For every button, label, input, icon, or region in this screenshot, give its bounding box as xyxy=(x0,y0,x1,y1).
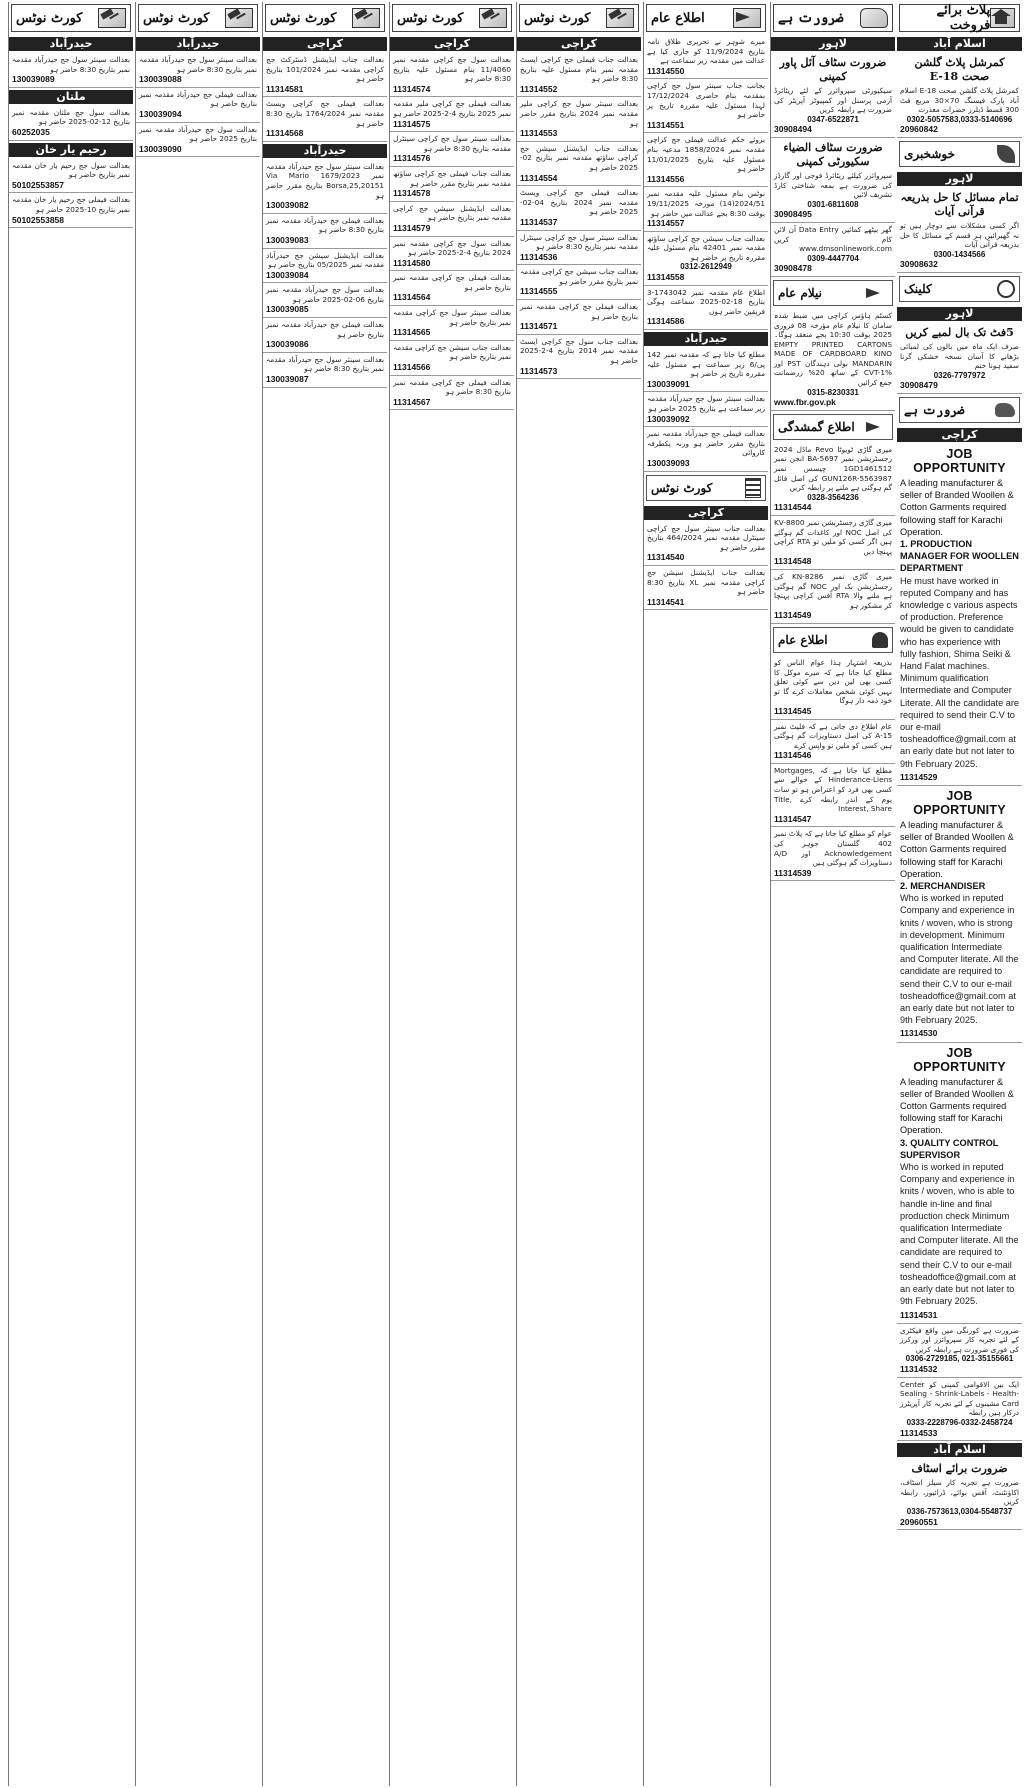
ad-code: 30908479 xyxy=(900,380,938,391)
ad-code: 50102553858 xyxy=(12,214,65,225)
ad-phone: 0326-7797972 xyxy=(933,370,986,380)
ad-code: 11314537 xyxy=(520,216,558,227)
city-bar: کراچی xyxy=(390,37,514,51)
megaphone-icon xyxy=(864,419,888,435)
column-heading-title: کورٹ نوٹس xyxy=(270,10,337,26)
ad-code: 11314541 xyxy=(647,596,685,607)
classified-ad xyxy=(390,376,514,411)
ad-intro: A leading manufacturer & seller of Branded Woollen & Cotton Garments required following staff for Karachi Operation. xyxy=(900,819,1014,879)
ad-code: 11314581 xyxy=(266,83,304,94)
ad-column xyxy=(516,2,641,1786)
classified-ad xyxy=(517,300,641,335)
ad-body: گھر بیٹھے کمائیں Data Entry آن لائن کام کریں www.dmsonlinework.com xyxy=(774,224,892,254)
classified-ad xyxy=(517,97,641,141)
ad-body: بعدالت سینئر سول جج حیدرآباد مقدمہ زیر سماعت ہے بتاریخ 2025 حاضر ہو xyxy=(647,394,765,413)
ad-body: بعدالت سینئر سول جج حیدرآباد مقدمہ نمبر بتاریخ 8:30 حاضر ہو xyxy=(12,55,130,74)
ad-title: کمرشل پلاٹ گلشن صحت E-18 xyxy=(914,56,1005,83)
category-banner xyxy=(773,280,893,306)
classified-ad xyxy=(517,335,641,379)
ad-phone: 0301-6811608 xyxy=(807,199,859,209)
classified-ad xyxy=(771,656,895,720)
classified-ad xyxy=(771,764,895,828)
city-bar: کراچی xyxy=(644,506,768,520)
ad-body: بعدالت فیملی جج کراچی ویسٹ مقدمہ نمبر 2024 بتاریخ 04-02-2025 حاضر ہو xyxy=(520,188,638,217)
ad-body: بجانب جناب سینئر سول جج کراچی بمقدمہ بنام حاضری 17/12/2024 لہذا مسئول علیہ مقررہ تاریخ پر حاضر ہو xyxy=(647,81,765,120)
classified-ad xyxy=(644,187,768,231)
ad-code: 130039094 xyxy=(139,108,182,119)
classified-ad xyxy=(517,53,641,97)
classified-ad xyxy=(9,159,133,194)
ad-body: بعدالت جناب سیشن جج کراچی مقدمہ نمبر بتاریخ مقرر حاضر ہو xyxy=(520,267,638,286)
column-filler xyxy=(9,228,133,1786)
column-heading xyxy=(646,4,766,32)
ad-code: 11314575 xyxy=(393,118,431,129)
ad-body: بعدالت فیملی جج کراچی مقدمہ نمبر بتاریخ حاضر ہو xyxy=(393,273,511,292)
ad-title: ضرورت برائے اسٹاف xyxy=(911,1462,1008,1476)
ad-body: بعدالت سینئر سول جج حیدرآباد مقدمہ نمبر بتاریخ 8:30 حاضر ہو xyxy=(139,55,257,74)
city-bar: حیدرآباد xyxy=(136,37,260,51)
ad-body: میری گاڑی ٹویوٹا Revo ماڈل 2024 رجسٹریشن نمبر BA-5697 انجن نمبر 1GD1461512 چیسس نمبر GUN126R-5563987 کی اصل فائل گم ہوگئی ہے ملنے پر رابطہ کریں xyxy=(774,444,892,493)
city-bar: حیدرآباد xyxy=(9,37,133,51)
ad-body: اطلاع عام مقدمہ نمبر 1743042-3 بتاریخ 18-02-2025 سماعت ہوگی فریقین حاضر ہوں xyxy=(647,287,765,316)
ad-code: 11314567 xyxy=(393,396,431,407)
ad-body: عوام کو مطلع کیا جاتا ہے کہ پلاٹ نمبر 402 گلستان جوہر کی Acknowledgement اور A/D دستاویزات گم ہوگئی ہیں xyxy=(774,829,892,868)
city-bar: کراچی xyxy=(517,37,641,51)
classified-ad xyxy=(263,318,387,353)
ad-position: 3. QUALITY CONTROL SUPERVISOR xyxy=(900,1137,999,1160)
column-heading xyxy=(519,4,639,32)
ad-code: 130039093 xyxy=(647,457,690,468)
ad-body: ضرورت ہے کورنگی میں واقع فیکٹری کے لئے تجربہ کار سپروائزر اور ورکرز کی فوری ضرورت ہے رابطہ کریں xyxy=(900,1325,1019,1354)
column-filler xyxy=(136,157,260,1786)
classified-ad xyxy=(390,167,514,202)
stethoscope-icon xyxy=(997,280,1015,298)
column-heading xyxy=(138,4,258,32)
classified-ad xyxy=(644,427,768,471)
ad-column xyxy=(262,2,387,1786)
classified-ad xyxy=(390,53,514,97)
city-bar: لاہور xyxy=(771,37,895,51)
ad-body: عام اطلاع دی جاتی ہے کہ فلیٹ نمبر A-15 کی اصل دستاویزات گم ہوگئی ہیں کسی کو ملیں تو واپس کرے xyxy=(774,721,892,750)
classified-ad xyxy=(771,443,895,516)
ad-code: 11314552 xyxy=(520,83,558,94)
ad-code: 30908632 xyxy=(900,259,938,270)
column-heading xyxy=(899,4,1020,32)
ad-code: 11314533 xyxy=(900,1427,938,1438)
ad-body: بعدالت فیملی جج حیدرآباد مقدمہ نمبر بتاریخ مقرر حاضر ہو ورنہ یکطرفہ کاروائی xyxy=(647,429,765,458)
classified-ad xyxy=(644,133,768,187)
classified-ad xyxy=(644,392,768,427)
ad-body: بعدالت جناب فیملی جج کراچی ساؤتھ مقدمہ نمبر بتاریخ مقرر حاضر ہو xyxy=(393,168,511,188)
classified-ad xyxy=(644,522,768,566)
ad-code: 11314565 xyxy=(393,327,431,338)
ad-body: بعدالت فیملی جج رحیم یار خان مقدمہ نمبر بتاریخ 10-2025 حاضر ہو xyxy=(12,195,130,214)
gavel-icon xyxy=(479,8,507,28)
ad-body: اگر کسی مشکلات سے دوچار ہیں تو نہ گھبرائیں ہر قسم کے مسائل کا حل بذریعہ قرآنی آیات xyxy=(900,220,1019,250)
ad-code: 11314545 xyxy=(774,705,812,716)
ad-code: 11314558 xyxy=(647,272,685,283)
ad-code: 11314549 xyxy=(774,610,812,621)
classified-ad xyxy=(897,1043,1022,1324)
ad-body: بعدالت فیملی جج کراچی ملیر مقدمہ نمبر 2025 بتاریخ 4-2-2025 حاضر ہو xyxy=(393,99,511,118)
ad-body: بعدالت سینئر سول جج حیدرآباد مقدمہ نمبر بتاریخ 8:30 حاضر ہو xyxy=(266,354,384,374)
ad-body: بروئے حکم عدالت فیملی جج کراچی مقدمہ نمبر 1858/2024 مدعیہ بنام مسئول علیہ بتاریخ 11/01/2025 حاضر ہو xyxy=(647,135,765,174)
classified-ad xyxy=(644,35,768,79)
classified-ad xyxy=(263,97,387,141)
ad-code: 11314554 xyxy=(520,172,558,183)
leaf-icon xyxy=(997,145,1015,163)
classified-ad xyxy=(390,271,514,306)
ad-body: مطلع کیا جاتا ہے کہ مقدمہ نمبر 142 پی/6 زیر سماعت ہے مسئول علیہ مقررہ تاریخ پر حاضر ہو xyxy=(647,350,765,379)
classified-ad xyxy=(897,786,1022,1043)
ad-title: JOB OPPORTUNITY xyxy=(913,1045,1006,1074)
ad-body: بعدالت جناب ایڈیشنل سیشن جج کراچی ساؤتھ مقدمہ نمبر بتاریخ 02-2025 حاضر ہو xyxy=(520,143,638,172)
ad-code: 60252035 xyxy=(12,126,50,137)
classified-ad xyxy=(263,53,387,97)
category-banner-title: نیلام عام xyxy=(778,285,822,300)
ad-code: 11314530 xyxy=(900,1028,938,1039)
ad-body: بعدالت فیملی جج حیدرآباد مقدمہ نمبر بتاریخ 8:30 حاضر ہو xyxy=(266,215,384,235)
gavel-icon xyxy=(225,8,253,28)
ad-body: بعدالت جناب سیشن جج کراچی مقدمہ نمبر بتاریخ حاضر ہو xyxy=(393,342,511,362)
bell-icon xyxy=(872,632,888,648)
ad-body: بعدالت سینئر سول جج کراچی سینٹرل مقدمہ نمبر بتاریخ 8:30 حاضر ہو xyxy=(520,232,638,252)
ad-phone: 0312-2612949 xyxy=(680,262,732,272)
megaphone-icon xyxy=(864,285,888,301)
ad-code: 30908495 xyxy=(774,209,812,220)
ad-code: 130039092 xyxy=(647,413,690,424)
ad-body: بعدالت سینئر سول جج کراچی سینٹرل مقدمہ بتاریخ 8:30 حاضر ہو xyxy=(393,134,511,153)
column-heading xyxy=(265,4,385,32)
classified-ad xyxy=(897,1324,1022,1378)
category-banner-title: کلینک xyxy=(904,281,932,296)
ad-body: بعدالت فیملی جج کراچی مقدمہ نمبر بتاریخ 8:30 حاضر ہو xyxy=(393,377,511,397)
ad-code: 130039085 xyxy=(266,304,309,315)
ad-code: 11314536 xyxy=(520,251,558,262)
classified-ad xyxy=(897,323,1022,394)
classified-ad xyxy=(771,516,895,570)
ad-body: بعدالت جناب سینئر سول جج کراچی سینٹرل مقدمہ نمبر 464/2024 بتاریخ مقرر حاضر ہو xyxy=(647,523,765,552)
classified-ad xyxy=(136,53,260,88)
megaphone-icon xyxy=(733,8,761,28)
ad-body: میری گاڑی رجسٹریشن نمبر KV-8800 کی اصل NOC اور کاغذات گم ہوگئے ہیں اگر کسی کو ملیں تو RTA کراچی پہنچا دیں xyxy=(774,518,893,556)
ad-code: 11314578 xyxy=(393,188,431,199)
ad-code: 11314529 xyxy=(900,771,938,782)
column-filler xyxy=(897,1530,1022,1786)
ad-code: 11314550 xyxy=(647,65,685,76)
city-bar: لاہور xyxy=(897,172,1022,186)
city-bar: کراچی xyxy=(263,37,387,51)
ad-title: تمام مسائل کا حل بذریعہ قرآنی آیات xyxy=(900,190,1019,218)
ad-phone: 0315-8230331 xyxy=(807,387,859,397)
ad-code: 11314568 xyxy=(266,128,304,139)
ad-body: بعدالت سینئر سول جج کراچی ملیر مقدمہ نمبر 2024 بتاریخ مقرر حاضر ہو xyxy=(520,99,638,128)
classified-ad xyxy=(390,341,514,376)
classified-ad xyxy=(9,106,133,141)
classified-ad xyxy=(644,566,768,610)
classified-ad xyxy=(771,720,895,764)
ad-code: 11314532 xyxy=(900,1364,938,1375)
house-icon xyxy=(990,8,1015,28)
category-banner-title: اطلاع عام xyxy=(778,632,828,647)
city-bar: حیدرآباد xyxy=(263,144,387,158)
ad-code: 11314576 xyxy=(393,153,431,164)
column-heading xyxy=(773,4,893,32)
ad-phone: 0328-3564236 xyxy=(807,492,859,502)
column-heading-title: پلاٹ برائے فروخت xyxy=(936,3,991,33)
category-banner xyxy=(773,627,893,653)
ad-phone: 0306-2729185, 021-35155661 xyxy=(905,1354,1014,1364)
category-banner-title: ضرورت ہے xyxy=(904,402,965,417)
ad-body: بعدالت جناب فیملی جج کراچی ایسٹ مقدمہ نمبر بنام مسئول علیہ بتاریخ 8:30 حاضر ہو xyxy=(520,55,638,84)
classified-ad xyxy=(771,223,895,277)
ad-title: 5فٹ تک بال لمبے کریں xyxy=(905,325,1014,339)
ad-code: 11314564 xyxy=(393,292,431,303)
ad-column xyxy=(389,2,514,1786)
classified-ad xyxy=(517,231,641,266)
ad-body: بعدالت سول جج کراچی مقدمہ نمبر 2024 بتاریخ 4-2-2025 حاضر ہو xyxy=(393,238,511,258)
classified-ad xyxy=(263,249,387,284)
classified-ad xyxy=(263,214,387,249)
classified-ad xyxy=(771,53,895,138)
ad-code: 30908494 xyxy=(774,124,812,135)
city-bar: لاہور xyxy=(897,307,1022,321)
ad-title: JOB OPPORTUNITY xyxy=(913,446,1006,475)
ad-code: 30908478 xyxy=(774,263,812,274)
city-bar: رحیم یار خان xyxy=(9,143,133,157)
ad-code: 11314556 xyxy=(647,173,685,184)
classified-ad xyxy=(390,306,514,341)
classified-ad xyxy=(644,348,768,392)
category-banner xyxy=(899,276,1020,302)
classified-ad xyxy=(897,444,1022,786)
category-banner-title: اطلاع گمشدگی xyxy=(778,419,855,434)
classified-ad xyxy=(517,265,641,300)
ad-phone: 0333-2228796-0332-2458724 xyxy=(906,1418,1013,1428)
ad-intro: A leading manufacturer & seller of Branded Woollen & Cotton Garments required following staff for Karachi Operation. xyxy=(900,1076,1014,1136)
ad-body: صرف ایک ماہ میں بالوں کی لمبائی بڑھانے کا آسان نسخہ خشکی گرنا سفید ہونا ختم xyxy=(900,341,1019,371)
column-heading-title: کورٹ نوٹس xyxy=(143,10,210,26)
ad-code: 130039087 xyxy=(266,374,309,385)
ad-code: 50102553857 xyxy=(12,179,65,190)
ad-phone: 0347-6522871 xyxy=(807,114,859,124)
column-heading-title: اطلاع عام xyxy=(651,10,705,26)
ad-body: ضرورت ہے تجربہ کار سیلز اسٹاف، اکاؤنٹنٹ، آفس بوائے، ڈرائیور، رابطہ کریں xyxy=(900,1478,1019,1507)
column-filler xyxy=(263,388,387,1786)
ad-body: بعدالت فیملی جج کراچی ویسٹ مقدمہ نمبر 1764/2024 بتاریخ 8:30 حاضر ہو xyxy=(266,99,384,128)
classified-ad xyxy=(263,283,387,318)
city-bar: حیدرآباد xyxy=(644,332,768,346)
ad-phone: 0300-1434566 xyxy=(933,249,986,259)
category-banner-title: کورٹ نوٹس xyxy=(651,480,713,495)
ad-body: بعدالت سول جج کراچی مقدمہ نمبر 11/4060 بنام مسئول علیہ بتاریخ 8:30 حاضر ہو xyxy=(393,55,511,84)
ad-body: بعدالت فیملی جج حیدرآباد مقدمہ نمبر بتاریخ حاضر ہو xyxy=(266,320,384,339)
ad-body: بذریعہ اشتہار ہذا عوام الناس کو مطلع کیا جاتا ہے کہ میرے موکل کا کسی بھی لین دین سے کوئی تعلق نہیں کوئی شخص معاملات کرے گا تو خود ذمہ دار ہوگا xyxy=(774,657,892,706)
ad-body: بعدالت سول جج حیدرآباد مقدمہ نمبر بتاریخ 2025 حاضر ہو xyxy=(139,124,257,144)
ad-code: 11314547 xyxy=(774,813,812,824)
classified-ad xyxy=(136,123,260,158)
ad-body: بعدالت جناب ایڈیشنل سیشن جج کراچی مقدمہ نمبر XL بتاریخ 8:30 حاضر ہو xyxy=(647,567,765,597)
ad-code: 130039089 xyxy=(12,74,55,85)
ad-body: بعدالت ایڈیشنل سیشن جج حیدرآباد مقدمہ نمبر 05/2025 بتاریخ حاضر ہو xyxy=(266,250,384,270)
ad-body: بعدالت فیملی جج کراچی مقدمہ نمبر بتاریخ حاضر ہو xyxy=(520,302,638,321)
ad-column xyxy=(643,2,768,1786)
ad-body: بعدالت سول جج رحیم یار خان مقدمہ نمبر بتاریخ حاضر ہو xyxy=(12,160,130,180)
city-bar: ملتان xyxy=(9,90,133,104)
column-filler xyxy=(644,610,768,1786)
classified-ad xyxy=(897,1459,1022,1530)
ad-code: 11314571 xyxy=(520,321,558,332)
gavel-icon xyxy=(98,8,126,28)
ad-code: 130039086 xyxy=(266,339,309,350)
category-banner xyxy=(773,414,893,440)
building-icon xyxy=(745,478,761,498)
ad-code: 11314586 xyxy=(647,316,685,327)
gavel-icon xyxy=(352,8,380,28)
column-filler xyxy=(517,379,641,1786)
ad-code: 11314531 xyxy=(900,1309,938,1320)
classified-ad xyxy=(644,232,768,286)
ad-body: بعدالت سول جج ملتان مقدمہ نمبر بتاریخ 12-02-2025 حاضر ہو xyxy=(12,107,130,127)
ad-code: 11314546 xyxy=(774,750,812,761)
ad-body: نوٹس بنام مسئول علیہ مقدمہ نمبر 2024/51(14) مورخہ 19/11/2025 بوقت 8:30 بجے عدالت میں حاضر ہو xyxy=(647,189,765,218)
classified-ad xyxy=(771,570,895,624)
ad-body: He must have worked in reputed Company and has knowledge c various aspects of production. Preference would be given to candidate who has experience with fully fashion, Shima Seiki & Hand Falat machines. Minimum qualification Intermediate and Computer Literate. All the candidate are required to send their C.V to our e-mail tosheadoffice@gmail.com at an early date but not later to 9th February 2025. xyxy=(900,575,1020,769)
ad-body: ایک بین الاقوامی کمپنی کو Center Sealing - Shrink-Labels - Health-Card مشینوں کے لئے تجربہ کار آپریٹرز درکار ہیں رابطہ xyxy=(900,1379,1019,1418)
category-banner xyxy=(899,397,1020,423)
hand-icon xyxy=(860,8,888,28)
column-heading-title: ضرورت ہے xyxy=(778,10,844,26)
ad-phone: 0309-4447704 xyxy=(807,253,859,263)
classified-ad xyxy=(897,1378,1022,1442)
gavel-icon xyxy=(606,8,634,28)
column-filler xyxy=(771,881,895,1786)
ad-title: JOB OPPORTUNITY xyxy=(913,788,1006,817)
ad-phone: 0336-7573613,0304-5548737 xyxy=(906,1507,1013,1517)
classified-ad xyxy=(136,88,260,123)
ad-body: بعدالت سینئر سول جج حیدرآباد مقدمہ نمبر 1679/2023 Via Mario Borsa,25,20151 بتاریخ مقرر حاضر ہو xyxy=(266,161,384,200)
ad-body: سپروائزر کیلئے ریٹائرڈ فوجی اور گارڈز کی ضرورت ہے بمعہ شناختی کارڈ تشریف لائیں xyxy=(774,170,892,200)
ad-body: بعدالت جناب ایڈیشنل ڈسٹرکٹ جج کراچی مقدمہ نمبر 101/2024 بتاریخ حاضر ہو xyxy=(266,55,384,84)
classified-ad xyxy=(771,309,895,411)
classified-ad xyxy=(771,138,895,223)
column-filler xyxy=(390,410,514,1786)
hand-icon xyxy=(995,403,1015,417)
column-heading-title: کورٹ نوٹس xyxy=(16,10,83,26)
classified-ad xyxy=(263,353,387,388)
classified-ad xyxy=(390,237,514,272)
ad-code: 11314548 xyxy=(774,556,812,567)
city-bar: اسلام آباد xyxy=(897,1443,1022,1457)
ad-body: کمرشل پلاٹ گلشن صحت E-18 اسلام آباد پارک فیسنگ 70×30 مربع فٹ 300 قسط ڈیلرز حضرات معذرت xyxy=(900,86,1019,115)
ad-body: بعدالت سینئر سول جج کراچی مقدمہ نمبر بتاریخ حاضر ہو xyxy=(393,308,511,327)
ad-code: 130039090 xyxy=(139,143,182,154)
ad-code: 130039082 xyxy=(266,200,309,211)
ad-code: www.fbr.gov.pk xyxy=(774,397,836,408)
ad-code: 11314579 xyxy=(393,222,431,233)
city-bar: کراچی xyxy=(897,428,1022,442)
classified-ad xyxy=(517,186,641,230)
ad-intro: A leading manufacturer & seller of Branded Woollen & Cotton Garments required following staff for Karachi Operation. xyxy=(900,477,1014,537)
ad-body: Who is worked in reputed Company and experience in knits / woven, who is able to handle in-line and final production check Minimum qualification Intermediate and Computer literate. All the candidate are required to send their C.V to our e-mail tosheadoffice@gmail.com at an early date but not later to 9th February 2025. xyxy=(900,1162,1019,1307)
ad-body: بعدالت سول جج حیدرآباد مقدمہ نمبر بتاریخ 06-02-2025 حاضر ہو xyxy=(266,285,384,304)
ad-code: 11314551 xyxy=(647,119,685,130)
ad-code: 11314540 xyxy=(647,552,685,563)
ad-code: 20960842 xyxy=(900,124,938,135)
classified-ad xyxy=(390,202,514,237)
ad-body: Who is worked in reputed Company and experience in knits / woven, who is strong in development. Minimum qualification Intermediate and Computer literate. All the candidate are required to send their C.V to our e-mail tosheadoffice@gmail.com at an early date but not later to 9th February 2025. xyxy=(900,893,1019,1026)
ad-title: ضرورت سٹاف آئل پاور کمپنی xyxy=(779,56,887,83)
ad-code: 11314557 xyxy=(647,218,685,229)
city-bar: اسلام آباد xyxy=(897,37,1022,51)
ad-body: سیکیورٹی سپروائزر کے لئے ریٹائرڈ آرمی پرسنل اور کمپیوٹر آپریٹر کی ضرورت ہے رابطہ کریں xyxy=(774,86,892,115)
ad-body: میرے شوہر نے تحریری طلاق نامہ بتاریخ 11/9/2024 کو جاری کیا ہے عدالت میں مقدمہ زیر سماعت ہے xyxy=(647,37,765,66)
ad-body: بعدالت ایڈیشنل سیشن جج کراچی مقدمہ نمبر بتاریخ حاضر ہو xyxy=(393,203,511,223)
column-heading xyxy=(11,4,131,32)
ad-body: بعدالت فیملی جج حیدرآباد مقدمہ نمبر بتاریخ حاضر ہو xyxy=(139,89,257,109)
ad-code: 130039084 xyxy=(266,269,309,280)
ad-position: 2. MERCHANDISER xyxy=(900,881,986,891)
ad-column xyxy=(897,2,1022,1786)
ad-code: 11314580 xyxy=(393,257,431,268)
ad-code: 11314573 xyxy=(520,365,558,376)
classified-ad xyxy=(644,79,768,133)
ad-body: مطلع کیا جاتا ہے کہ Mortgages, Hinderance-Liens کے حوالے سے کسی بھی فرد کو اعتراض ہو تو سات یوم کے اندر رابطہ کرے Title, Interest, Share xyxy=(774,765,892,814)
classified-ad xyxy=(390,132,514,167)
classified-ad xyxy=(897,188,1022,273)
column-heading-title: کورٹ نوٹس xyxy=(524,10,591,26)
classified-ad xyxy=(263,160,387,214)
classified-ad xyxy=(9,53,133,88)
classified-ad xyxy=(9,193,133,228)
ad-title: ضرورت سٹاف الضیاء سکیورٹی کمپنی xyxy=(783,140,883,168)
ad-code: 11314544 xyxy=(774,502,812,513)
ad-code: 11314555 xyxy=(520,286,558,297)
ad-code: 11314553 xyxy=(520,128,558,139)
classified-ad xyxy=(897,53,1022,138)
category-banner xyxy=(646,475,766,501)
classified-ad xyxy=(517,142,641,186)
classified-ad xyxy=(390,97,514,132)
classified-ad xyxy=(644,286,768,330)
ad-code: 130039088 xyxy=(139,74,182,85)
ad-code: 11314566 xyxy=(393,362,431,373)
ad-body: میری گاڑی نمبر KN-8286 کی رجسٹریشن بک اور NOC گم ہوگئی ہے ملنے والا RTA آفس کراچی پہنچا کر مشکور ہو xyxy=(774,571,893,610)
ad-phone: 0302-5057583,0333-5140696 xyxy=(906,114,1013,124)
ad-body: بعدالت جناب سیشن جج کراچی ساؤتھ مقدمہ نمبر 42401 بنام مسئول علیہ مقررہ تاریخ پر حاضر ہو xyxy=(647,233,766,262)
ad-code: 20960551 xyxy=(900,1516,938,1527)
ad-column xyxy=(135,2,260,1786)
ad-column xyxy=(8,2,133,1786)
ad-code: 11314539 xyxy=(774,867,812,878)
ad-code: 11314574 xyxy=(393,83,431,94)
category-banner-title: خوشخبری xyxy=(904,146,956,161)
ad-code: 130039083 xyxy=(266,234,309,245)
category-banner xyxy=(899,141,1020,167)
classified-ad xyxy=(771,827,895,881)
ad-code: 130039091 xyxy=(647,378,690,389)
ad-position: 1. PRODUCTION MANAGER FOR WOOLLEN DEPARTMENT xyxy=(900,538,1019,574)
column-heading xyxy=(392,4,512,32)
ad-body: کسٹم ہاؤس کراچی میں ضبط شدہ سامان کا نیلام عام مؤرخہ 08 فروری 2025 بوقت 10:30 بجے منعقد ہوگا۔ EMPTY PRINTED CARTONS MADE OF CARDBOARD KINO MANDARIN بولی دہندگان PST اور CVT-1% کے ساتھ 20% زرضمانت جمع کرائیں xyxy=(774,310,893,388)
ad-body: بعدالت جناب سول جج کراچی ایسٹ مقدمہ نمبر 2014 بتاریخ 4-2-2025 حاضر ہو xyxy=(520,336,638,366)
column-heading-title: کورٹ نوٹس xyxy=(397,10,464,26)
ad-column xyxy=(770,2,895,1786)
